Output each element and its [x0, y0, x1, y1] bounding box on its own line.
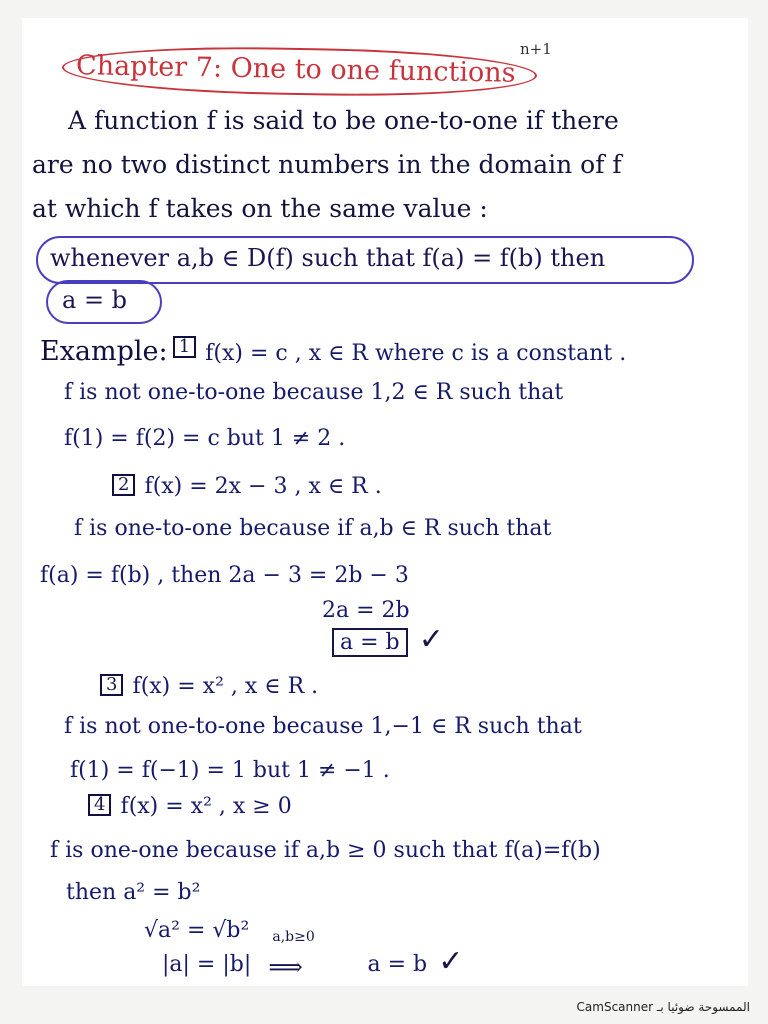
- example-4-reason: f is one-one because if a,b ≥ 0 such that f(a)=f(b): [50, 838, 601, 863]
- example-2-result: [332, 622, 444, 657]
- example-4-absolute-values: |a| = |b|: [162, 952, 252, 977]
- example-2-function: f(x) = 2x − 3 , x ∈ R .: [144, 474, 382, 499]
- example-2-step-1: f(a) = f(b) , then 2a − 3 = 2b − 3: [40, 563, 409, 588]
- example-4-heading: [88, 794, 292, 819]
- example-1-counterexample: f(1) = f(2) = c but 1 ≠ 2 .: [64, 426, 346, 451]
- example-2-heading: [112, 474, 382, 499]
- definition-condition: whenever a,b ∈ D(f) such that f(a) = f(b) then: [50, 244, 606, 272]
- example-4-answer: a = b: [367, 952, 428, 977]
- example-4-final-step: [162, 928, 464, 981]
- example-3-heading: [100, 674, 318, 699]
- definition-line-1: A function f is said to be one-to-one if there: [68, 106, 619, 135]
- chapter-title: Chapter 7: One to one functions: [62, 44, 538, 99]
- example-4-number: 4: [88, 794, 111, 816]
- example-2-step-2: 2a = 2b: [322, 598, 410, 623]
- example-1-heading: [40, 336, 626, 367]
- definition-conclusion: a = b: [62, 286, 128, 314]
- example-3-function: f(x) = x² , x ∈ R .: [132, 674, 319, 699]
- implies-arrow: [268, 928, 350, 981]
- example-1-function: f(x) = c , x ∈ R where c is a constant .: [205, 341, 627, 366]
- example-3-counterexample: f(1) = f(−1) = 1 but 1 ≠ −1 .: [70, 758, 390, 783]
- example-1-reason: f is not one-to-one because 1,2 ∈ R such that: [64, 380, 564, 405]
- definition-line-3: at which f takes on the same value :: [32, 194, 488, 223]
- example-3-reason: f is not one-to-one because 1,−1 ∈ R such that: [64, 714, 582, 739]
- example-2-reason: f is one-to-one because if a,b ∈ R such that: [74, 516, 552, 541]
- arrow-condition: a,b≥0: [272, 928, 315, 945]
- example-1-number: 1: [173, 336, 196, 358]
- example-4-step-1: then a² = b²: [66, 880, 201, 905]
- example-4-step-2: √a² = √b²: [144, 918, 250, 943]
- checkmark-icon: ✓: [418, 622, 444, 657]
- top-scribble: n+1: [520, 40, 552, 58]
- example-label: Example:: [40, 336, 168, 367]
- long-arrow-icon: ⟹: [268, 952, 303, 981]
- example-4-function: f(x) = x² , x ≥ 0: [120, 794, 292, 819]
- scanner-watermark: CamScanner الممسوحة ضوئيا بـ: [576, 1000, 750, 1014]
- example-2-number: 2: [112, 474, 135, 496]
- example-3-number: 3: [100, 674, 123, 696]
- notebook-page: [22, 18, 748, 986]
- definition-line-2: are no two distinct numbers in the domain of f: [32, 150, 622, 179]
- checkmark-icon: ✓: [438, 944, 464, 979]
- example-2-boxed-answer: a = b: [332, 628, 408, 657]
